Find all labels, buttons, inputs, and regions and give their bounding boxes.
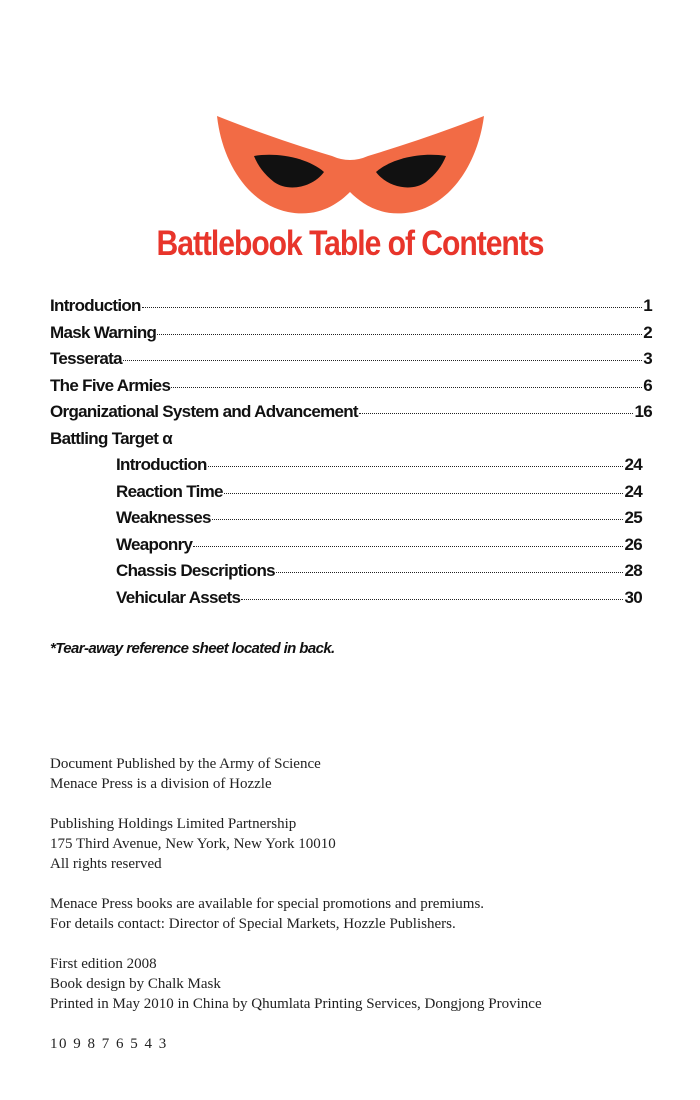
toc-entry-page: 2: [643, 322, 652, 342]
toc-leader-dots: [193, 546, 623, 547]
toc-entry-page: 3: [643, 349, 652, 368]
toc-sub-entry-label: Vehicular Assets: [116, 587, 241, 607]
toc-entry: [50, 323, 652, 350]
toc-section-label: Battling Target α: [50, 428, 172, 448]
toc-leader-dots: [142, 307, 642, 308]
toc-entry-label: Introduction: [50, 296, 141, 315]
colophon-line: Menace Press is a division of Hozzle: [50, 776, 272, 792]
toc-entry-page: 6: [643, 375, 652, 395]
colophon-line: First edition 2008: [50, 956, 157, 972]
colophon-line: Menace Press books are available for special promotions and premiums.: [50, 896, 485, 912]
toc-sub-entry: [116, 588, 642, 615]
toc-entry: [50, 376, 652, 403]
toc-section-heading: [50, 429, 652, 456]
toc-entry-page: 1: [643, 296, 652, 315]
toc-sub-entry: [116, 508, 642, 535]
colophon-line: 175 Third Avenue, New York, New York 10010: [50, 836, 336, 852]
toc-sub-entry-page: 26: [624, 534, 642, 554]
toc-leader-dots: [359, 413, 634, 414]
toc-leader-dots: [123, 360, 642, 361]
toc-entry-label: Mask Warning: [50, 322, 157, 342]
toc-leader-dots: [224, 493, 624, 494]
toc-sub-entry: [116, 535, 642, 562]
toc-leader-dots: [157, 334, 642, 335]
toc-entry: [50, 349, 652, 376]
colophon-line: For details contact: Director of Special Markets, Hozzle Publishers.: [50, 916, 456, 932]
page-title: Battlebook Table of Contents: [156, 224, 544, 263]
colophon-line: Printed in May 2010 in China by Qhumlata Printing Services, Dongjong Province: [50, 996, 542, 1012]
toc-sub-entry-page: 28: [624, 561, 642, 580]
toc-sub-entry: [116, 561, 642, 588]
toc-sub-entry-page: 30: [624, 587, 642, 607]
toc-entry-label: The Five Armies: [50, 375, 171, 395]
toc-leader-dots: [171, 387, 642, 388]
colophon-line: Document Published by the Army of Science: [50, 756, 321, 772]
toc-sub-entry-page: 24: [624, 481, 642, 501]
table-of-contents: [50, 296, 652, 614]
toc-entry: [50, 296, 652, 323]
toc-entry-page: 16: [634, 402, 652, 421]
toc-sub-entry: [116, 482, 642, 509]
toc-sub-entry-page: 25: [624, 508, 642, 527]
toc-leader-dots: [276, 572, 624, 573]
toc-sub-entry-label: Reaction Time: [116, 481, 223, 501]
toc-sub-entry: [116, 455, 642, 482]
footnote: *Tear-away reference sheet located in back.: [50, 640, 335, 657]
toc-sub-entry-label: Weaknesses: [116, 508, 211, 527]
toc-entry-label: Organizational System and Advancement: [50, 402, 358, 421]
toc-sub-entry-page: 24: [624, 455, 642, 474]
colophon-line: Book design by Chalk Mask: [50, 976, 221, 992]
toc-entry: [50, 402, 652, 429]
toc-sub-entry-label: Introduction: [116, 455, 207, 474]
toc-sub-entry-label: Chassis Descriptions: [116, 561, 275, 580]
toc-leader-dots: [212, 519, 624, 520]
toc-leader-dots: [208, 466, 624, 467]
colophon-line: Publishing Holdings Limited Partnership: [50, 816, 297, 832]
toc-sub-entry-label: Weaponry: [116, 534, 193, 554]
mask-shape: [217, 116, 484, 213]
printing-number-line: 10 9 8 7 6 5 4 3: [50, 1036, 168, 1052]
colophon: [50, 754, 670, 1054]
toc-leader-dots: [241, 599, 623, 600]
toc-entry-label: Tesserata: [50, 349, 122, 368]
colophon-line: All rights reserved: [50, 856, 162, 872]
mask-logo-icon: [212, 112, 488, 224]
